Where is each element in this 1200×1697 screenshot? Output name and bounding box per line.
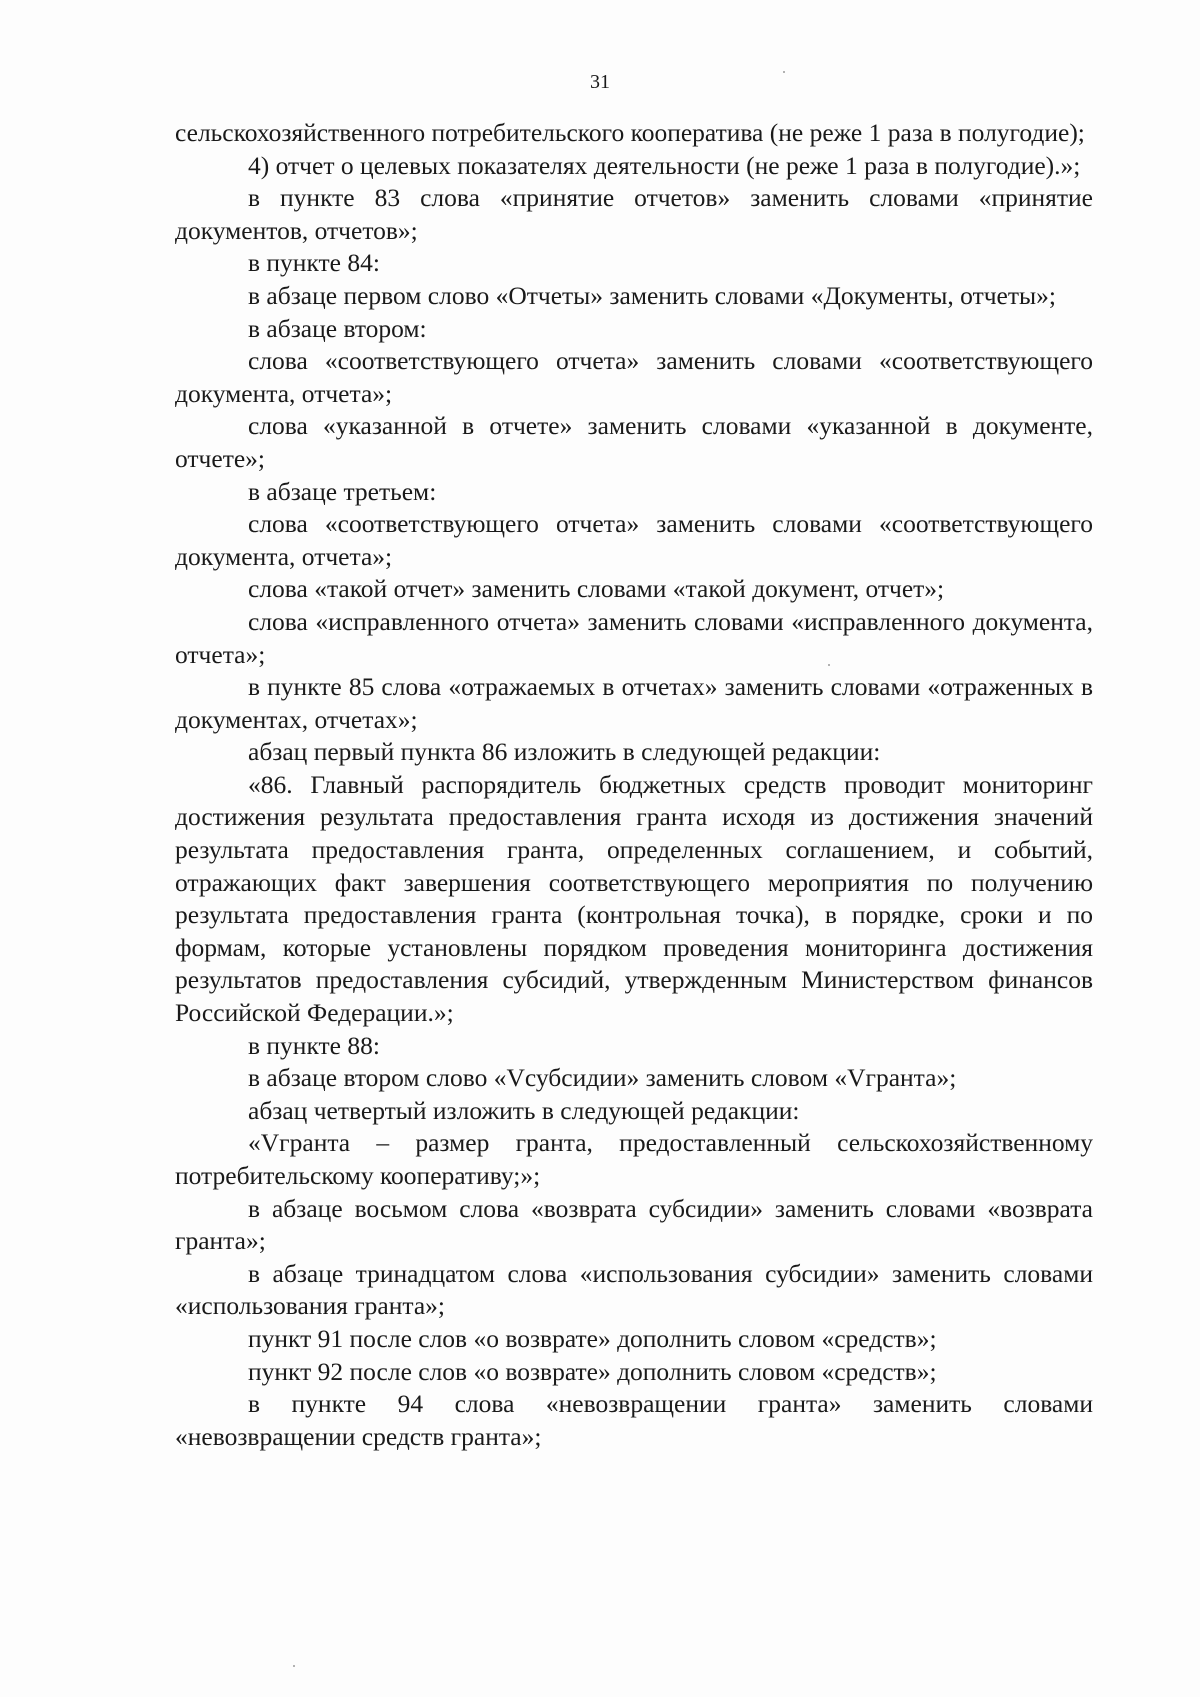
paragraph: в пункте 84: [248,248,380,278]
paragraph: в пункте 83 слова «принятие отчетов» заменить словами «принятие документов, отчетов»; [175,183,1093,245]
paragraph: в абзаце втором: [248,313,427,343]
paragraph: слова «соответствующего отчета» заменить словами «соответствующего документа, отчета»; [175,509,1093,571]
paragraph: 4) отчет о целевых показателях деятельности (не реже 1 раза в полугодие).»; [248,150,1081,180]
scan-speck [293,1665,295,1667]
paragraph: пункт 92 после слов «о возврате» дополнить словом «средств»; [248,1356,937,1386]
paragraph: в пункте 94 слова «невозвращении гранта» заменить словами «невозвращении средств гранта»; [175,1389,1093,1451]
paragraph: в абзаце первом слово «Отчеты» заменить словами «Документы, отчеты»; [248,280,1056,310]
scan-speck [828,664,830,666]
paragraph: в абзаце тринадцатом слова «использования субсидии» заменить словами «использования гранта»; [175,1258,1093,1321]
paragraph: слова «исправленного отчета» заменить словами «исправленного документа, отчета»; [175,606,1093,669]
paragraph: слова «соответствующего отчета» заменить словами «соответствующего документа, отчета»; [175,346,1093,408]
paragraph: «Vгранта – размер гранта, предоставленный сельскохозяйственному потребительскому кооперативу;»; [175,1128,1093,1190]
paragraph: абзац первый пункта 86 изложить в следующей редакции: [248,737,881,767]
paragraph: в абзаце втором слово «Vсубсидии» заменить словом «Vгранта»; [248,1063,957,1093]
document-body [175,117,1093,1453]
paragraph: слова «такой отчет» заменить словами «такой документ, отчет»; [248,574,945,604]
paragraph: в абзаце восьмом слова «возврата субсидии» заменить словами «возврата гранта»; [175,1193,1093,1256]
paragraph: абзац четвертый изложить в следующей редакции: [248,1095,800,1125]
paragraph: в пункте 88: [248,1030,380,1060]
paragraph: в пункте 85 слова «отражаемых в отчетах» заменить словами «отраженных в документах, отчетах»; [175,672,1093,734]
paragraph: в абзаце третьем: [248,476,437,506]
paragraph: сельскохозяйственного потребительского кооператива (не реже 1 раза в полугодие); [175,118,1085,147]
page-number: 31 [590,71,610,93]
paragraph: «86. Главный распорядитель бюджетных средств проводит мониторинг достижения результата предоставления гранта исходя из достижения значений результата предоставления гранта, определенных соглашением, и событий, отражающих факт завершения соответствующего мероприятия по получению результата предоставления гранта (контрольная точка), в порядке, сроки и по формам, которые установлены порядком проведения мониторинга достижения результатов предоставления субсидий, утвержденным Министерством финансов Российской Федерации.»; [175,769,1093,1028]
scan-speck [783,71,785,73]
paragraph: слова «указанной в отчете» заменить словами «указанной в документе, отчете»; [175,411,1093,473]
paragraph: пункт 91 после слов «о возврате» дополнить словом «средств»; [248,1323,937,1353]
